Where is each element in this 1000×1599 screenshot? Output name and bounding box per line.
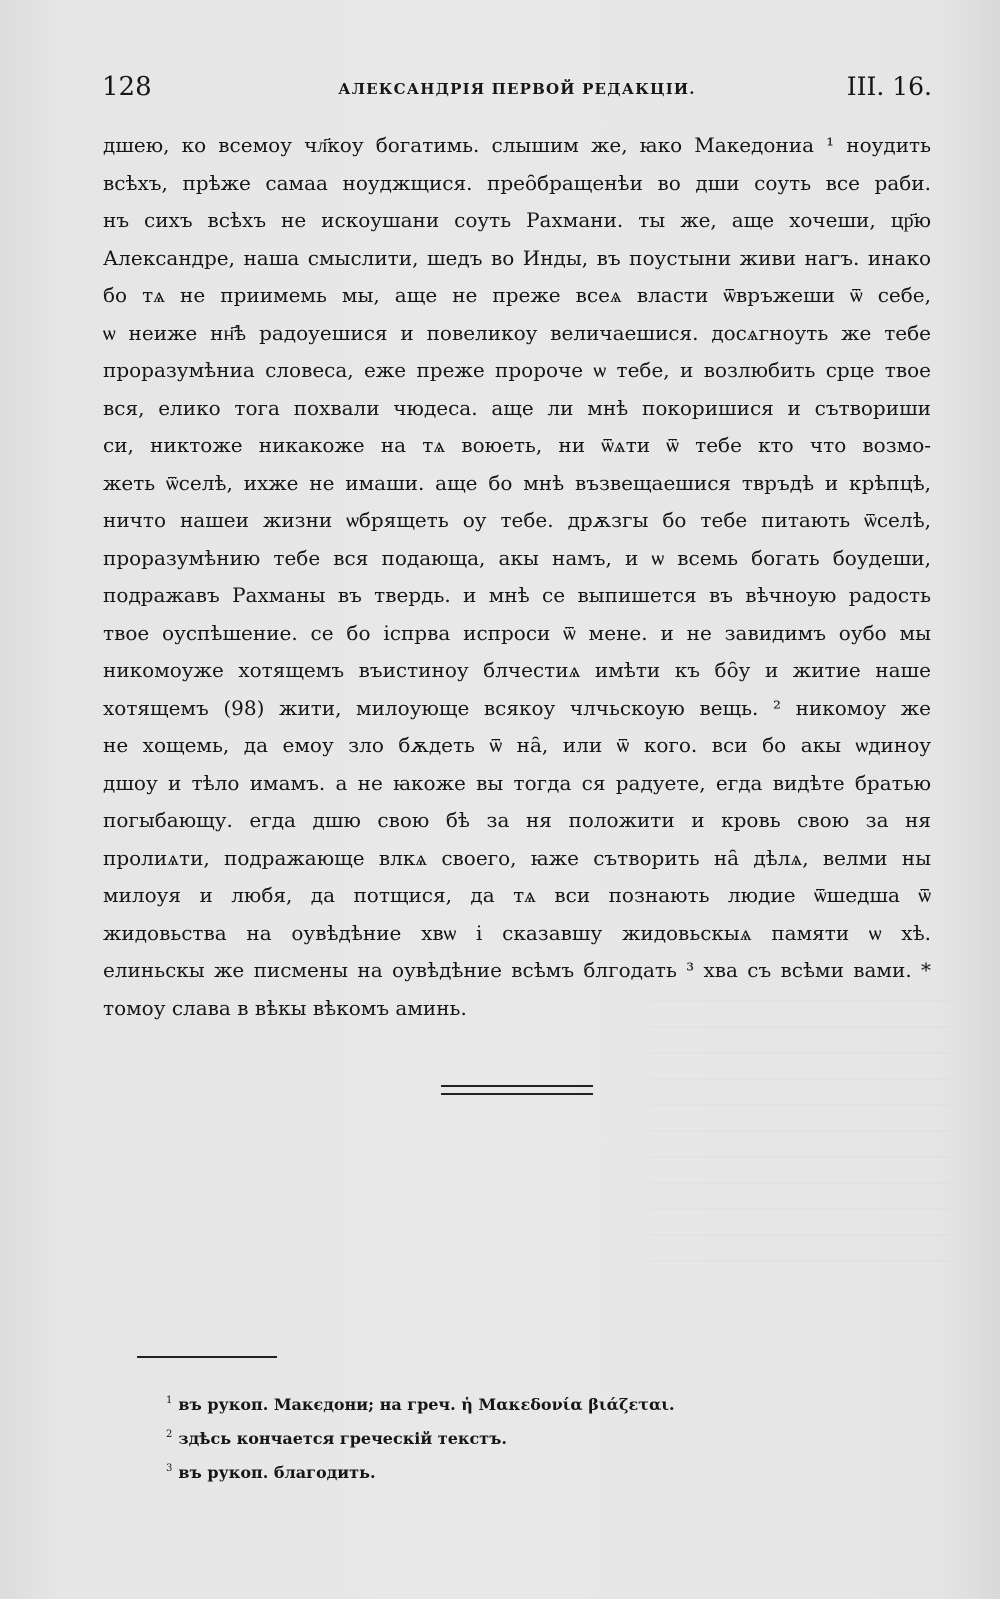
text-line: ничто нашеи жизни ѡбрящеть оу тебе. дрѫзгы бо тебе питають ѿселѣ,	[103, 508, 931, 532]
text-line: нъ сихъ всѣхъ не искоушани соуть Рахмани. ты же, аще хочеши, цр҃ю	[103, 208, 931, 232]
text-line-last: томоу слава в вѣкы вѣкомъ аминь.	[103, 995, 467, 1020]
footnote-rule	[137, 1356, 277, 1358]
footnote-text: въ рукоп. благодить.	[178, 1463, 376, 1482]
text-line: Александре, наша смыслити, шедъ во Инды, въ поустыни живи нагъ. инако	[103, 245, 931, 270]
page-number: 128	[102, 72, 152, 102]
footnote-mark: 1	[166, 1395, 173, 1406]
text-line: никомоуже хотящемъ въистиноу блчестиѧ имѣти къ бо̑у и житие наше	[103, 658, 931, 682]
text-line: не хощемь, да емоу зло бѫдеть ѿ на̑, или ѿ кого. вси бо акы ѡдиноу	[103, 733, 931, 757]
footnote-1	[166, 1384, 786, 1418]
text-line: елиньскы же писмены на оувѣдѣние всѣмъ блгодать ³ хва съ всѣми вами. *	[103, 958, 931, 982]
text-line: милоуя и любя, да потщися, да тѧ вси познають людие ѿшедша ѿ	[103, 883, 931, 907]
footnote-2	[166, 1418, 786, 1452]
text-line: жидовьства на оувѣдѣние хвѡ і сказавшу жидовьскыѧ памяти ѡ хѣ.	[103, 920, 931, 945]
text-line: хотящемъ (98) жити, милоующе всякоу члчьскоую вещь. ² никомоу же	[103, 695, 931, 720]
section-reference: III. 16.	[846, 72, 932, 101]
text-line: пролиѧти, подражающе влкѧ своего, ꙗже сътворить на̑ дѣлѧ, велми ны	[103, 845, 931, 870]
text-line: дшоу и тѣло имамъ. а не ꙗкоже вы тогда ся радуете, егда видѣте братью	[103, 770, 931, 795]
running-title: АЛЕКСАНДРІЯ ПЕРВОЙ РЕДАКЦІИ.	[338, 80, 696, 98]
text-line: всѣхъ, прѣже самаа ноуджщися. прео̑бращенѣи во дши соуть все раби.	[103, 170, 931, 195]
footnote-3	[166, 1452, 786, 1486]
section-end-double-rule	[441, 1085, 593, 1095]
text-line: си, никтоже никакоже на тѧ воюеть, ни ѿѧти ѿ тебе кто что возмо-	[103, 433, 931, 457]
text-line: бо тѧ не приимемь мы, аще не преже всеѧ власти ѿвръжеши ѿ себе,	[103, 283, 931, 307]
text-line: вся, елико тога похвали чюдеса. аще ли мнѣ покоришися и сътвориши	[103, 395, 931, 420]
footnote-mark: 3	[166, 1463, 173, 1474]
text-line: погыбающу. егда дшю свою бѣ за ня положити и кровь свою за ня	[103, 808, 931, 832]
footnotes	[166, 1384, 786, 1486]
text-line: ѡ неиже нн҃ѣ радоуешися и повеликоу величаешися. досѧгноуть же тебе	[103, 320, 931, 345]
footnote-text: здѣсь кончается греческій текстъ.	[178, 1429, 507, 1448]
text-line: твое оуспѣшение. се бо іспрва испроси ѿ мене. и не завидимъ оубо мы	[103, 620, 931, 645]
page-header	[102, 72, 932, 112]
footnote-mark: 2	[166, 1429, 173, 1440]
text-line: дшею, ко всемоу чл҃коу богатимь. слышим же, ꙗко Македониа ¹ ноудить	[103, 133, 931, 157]
text-line: проразумѣнию тебе вся подающа, акы намъ, и ѡ всемь богать боудеши,	[103, 545, 931, 570]
main-text	[103, 127, 931, 1027]
bleed-through-shadow	[650, 1000, 950, 1280]
text-line: проразумѣниа словеса, еже преже пророче ѡ тебе, и возлюбить срце твое	[103, 358, 931, 382]
text-line: подражавъ Рахманы въ твердь. и мнѣ се выпишется въ вѣчноую радость	[103, 583, 931, 607]
footnote-text: въ рукоп. Макєдони; на греч. ἡ Μακεδονία βιάζεται.	[178, 1395, 675, 1414]
text-line: жеть ѿселѣ, ихже не имаши. аще бо мнѣ възвещаешися твръдѣ и крѣпцѣ,	[103, 470, 931, 495]
